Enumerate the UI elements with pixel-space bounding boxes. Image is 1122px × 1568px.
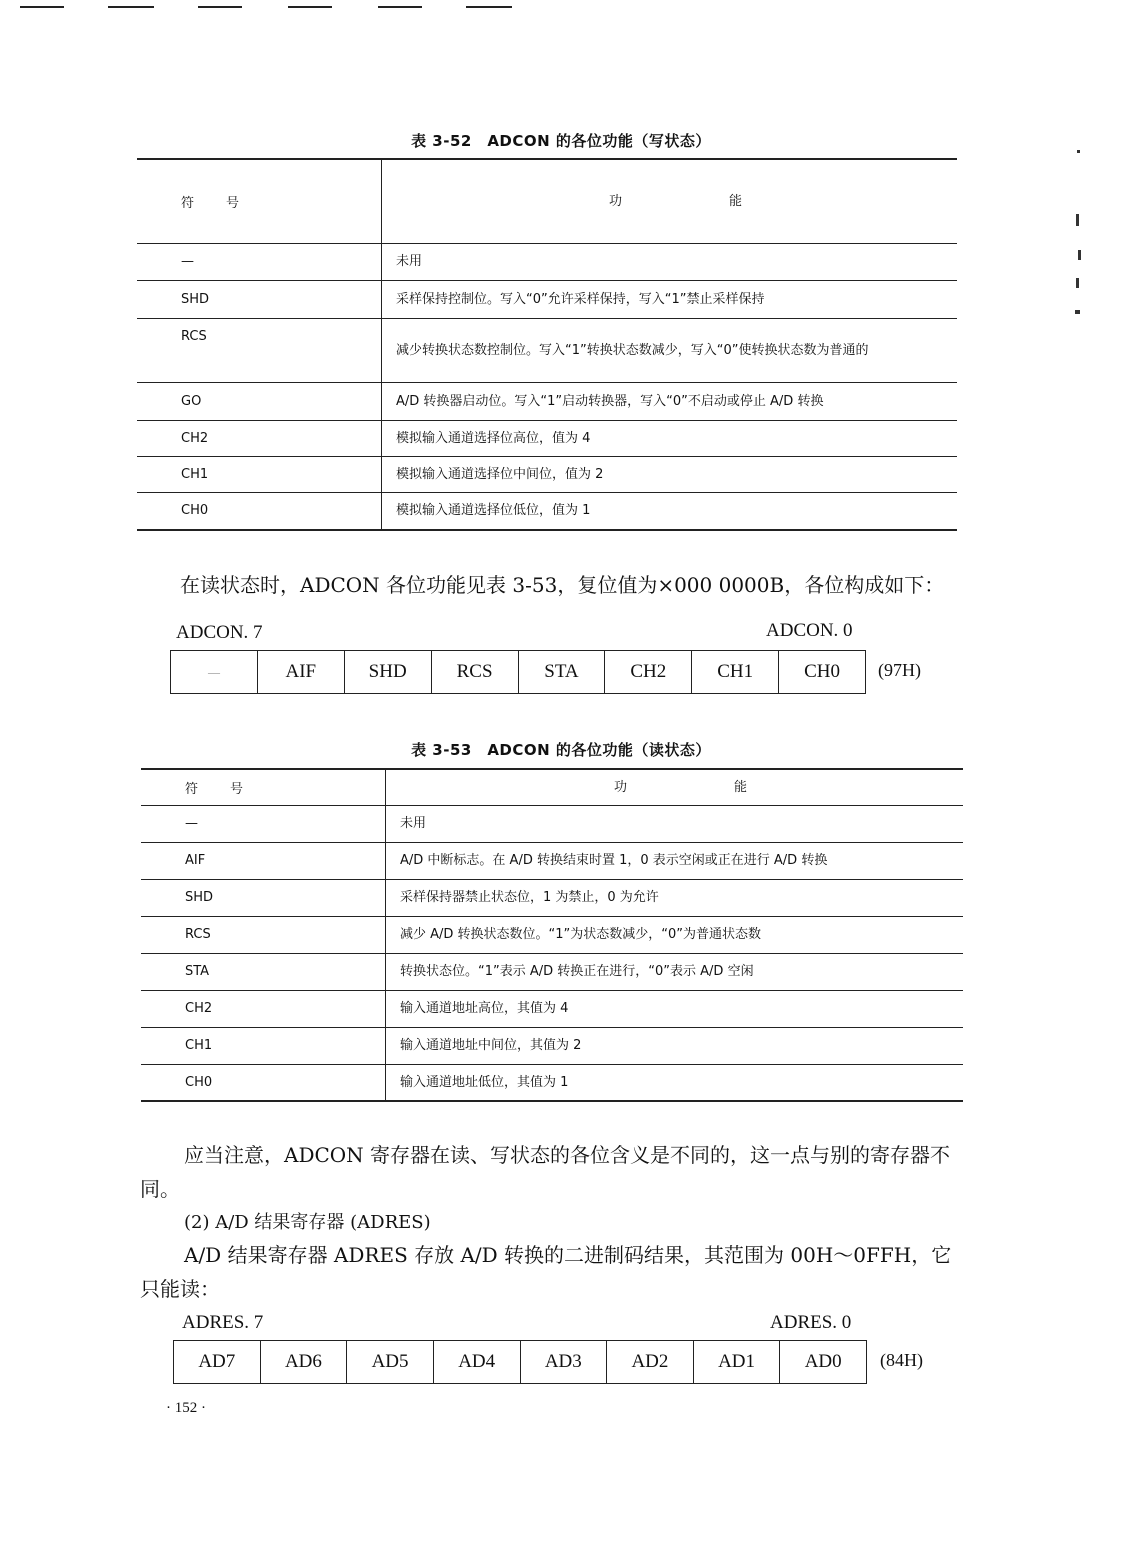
scan-speck [1076,278,1079,288]
adres-bit7-label: ADRES. 7 [182,1312,264,1333]
row-description: A/D 中断标志。在 A/D 转换结束时置 1，0 表示空闲或正在进行 A/D 转换 [400,853,828,868]
scan-speck [1078,250,1081,260]
adres-address: (84H) [880,1350,923,1370]
table-row [137,280,957,318]
table-row [141,1064,963,1101]
header-function: 功 能 [608,193,744,209]
row-symbol: CH2 [137,420,382,456]
register-bit: AIF [258,651,345,693]
row-symbol: SHD [141,879,386,916]
adcon-register [170,650,866,694]
paragraph-note: 应当注意，ADCON 寄存器在读、写状态的各位含义是不同的，这一点与别的寄存器不同。 [140,1143,951,1201]
scan-line [288,6,332,8]
row-description: 减少转换状态数控制位。写入“1”转换状态数减少，写入“0”使转换状态数为普通的 [396,342,869,358]
table-row [141,1027,963,1064]
paragraph-adres: A/D 结果寄存器 ADRES 存放 A/D 转换的二进制码结果，其范围为 00H～0FFH，它只能读： [140,1243,952,1301]
scan-speck [1075,310,1080,314]
row-description: 输入通道地址中间位，其值为 2 [400,1038,582,1053]
row-description: 输入通道地址高位，其值为 4 [400,1001,569,1016]
register-bit: AD0 [804,1351,842,1372]
adcon-bit0-label: ADCON. 0 [766,620,853,641]
row-symbol: RCS [137,318,382,382]
register-bit: RCS [432,651,519,693]
table-row [137,456,957,492]
table-row [141,916,963,953]
register-bit: AD3 [521,1341,608,1383]
row-symbol: — [141,805,386,842]
row-symbol: GO [137,382,382,420]
row-symbol: SHD [137,280,382,318]
row-symbol: CH1 [137,456,382,492]
scan-speck [1076,214,1079,226]
row-description: 模拟输入通道选择位高位，值为 4 [396,430,591,446]
register-bit: SHD [345,651,432,693]
register-bit: CH2 [605,651,692,693]
paragraph-read-state: 在读状态时，ADCON 各位功能见表 3-53，复位值为×000 0000B，各位构成如下： [180,573,945,597]
table-row [137,318,957,382]
row-description: 转换状态位。“1”表示 A/D 转换正在进行，“0”表示 A/D 空闲 [400,964,754,979]
adcon-bit7-label: ADCON. 7 [176,622,263,643]
register-bit: CH1 [692,651,779,693]
table-row [141,990,963,1027]
register-bit: AD2 [607,1341,694,1383]
scan-line [466,6,512,8]
table-row [141,805,963,842]
register-bit: AD1 [694,1341,781,1383]
table-row [141,879,963,916]
register-bit: AD4 [434,1341,521,1383]
row-description: 未用 [396,254,423,269]
scan-line [378,6,422,8]
table-header-row [137,159,957,243]
register-bit: CH0 [804,661,841,682]
row-symbol: CH2 [141,990,386,1027]
row-symbol: STA [141,953,386,990]
adcon-address: (97H) [878,660,921,680]
row-description: 减少 A/D 转换状态数位。“1”为状态数减少，“0”为普通状态数 [400,927,762,942]
row-description: 采样保持器禁止状态位，1 为禁止，0 为允许 [400,890,659,905]
row-symbol: RCS [141,916,386,953]
header-function: 功 能 [613,779,749,795]
table-row [141,842,963,879]
row-description: 模拟输入通道选择位低位，值为 1 [396,503,591,519]
adres-register [173,1340,867,1384]
table-row [137,243,957,280]
register-bit: STA [519,651,606,693]
adcon-read-table [141,768,963,1102]
register-bit: AD7 [174,1341,261,1383]
table-row [137,420,957,456]
table-caption: 表 3-53 ADCON 的各位功能（读状态） [411,741,711,759]
header-symbol: 符 号 [185,781,246,797]
row-symbol: CH0 [137,492,382,530]
header-symbol: 符 号 [181,195,242,211]
register-bit: AD5 [347,1341,434,1383]
register-bit: — [171,651,258,693]
table-row [137,492,957,530]
row-symbol: — [137,243,382,280]
table-caption: 表 3-52 ADCON 的各位功能（写状态） [411,132,711,150]
adcon-write-table [137,158,957,531]
scan-line [20,6,64,8]
table-row [141,953,963,990]
row-description: 输入通道地址低位，其值为 1 [400,1074,569,1090]
scan-line [198,6,242,8]
row-description: 采样保持控制位。写入“0”允许采样保持，写入“1”禁止采样保持 [396,291,765,307]
register-bit: AD6 [261,1341,348,1383]
table-header-row [141,769,963,805]
adres-bit0-label: ADRES. 0 [770,1312,852,1333]
page-number: · 152 · [166,1400,206,1416]
row-symbol: CH1 [141,1027,386,1064]
row-symbol: AIF [141,842,386,879]
table-row [137,382,957,420]
scan-line [108,6,154,8]
row-description: 模拟输入通道选择位中间位，值为 2 [396,466,604,482]
section-heading: (2) A/D 结果寄存器 (ADRES) [184,1212,431,1233]
row-description: A/D 转换器启动位。写入“1”启动转换器，写入“0”不启动或停止 A/D 转换 [396,393,824,409]
row-symbol: CH0 [141,1064,386,1101]
row-description: 未用 [400,816,427,831]
